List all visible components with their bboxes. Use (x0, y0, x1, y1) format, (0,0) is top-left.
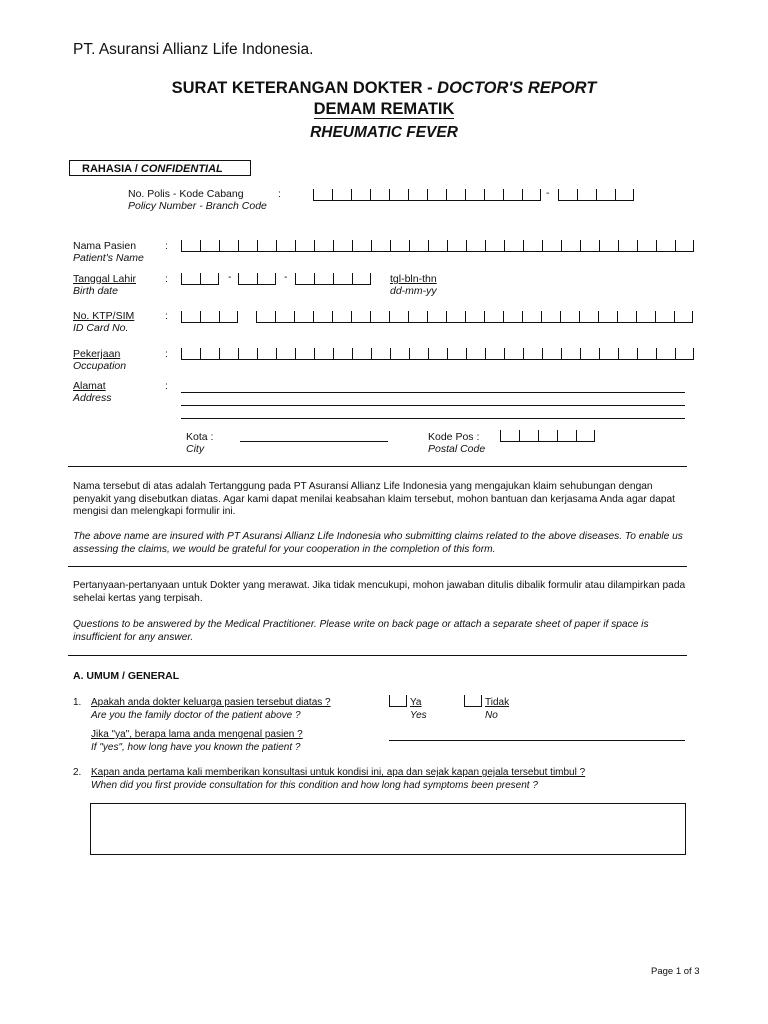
id-card-label-en: ID Card No. (73, 322, 129, 334)
page-number: Page 1 of 3 (651, 966, 700, 977)
occupation-label (73, 348, 126, 372)
id-card-label-id: No. KTP/SIM (73, 310, 135, 322)
section-a-title: A. UMUM / GENERAL (73, 670, 180, 682)
birth-dash-1: - (228, 271, 232, 283)
form-title-id: SURAT KETERANGAN DOKTER - (171, 79, 438, 97)
yes-checkbox[interactable] (389, 695, 407, 707)
branch-code-input[interactable] (558, 189, 634, 201)
occupation-label-en: Occupation (73, 360, 127, 372)
city-label-en: City (186, 443, 205, 455)
address-line-1[interactable] (181, 392, 685, 393)
patient-name-colon: : (165, 240, 168, 252)
q1-text (91, 697, 331, 722)
patient-name-label-en: Patient's Name (73, 252, 144, 264)
form-subtitle-en: RHEUMATIC FEVER (310, 124, 458, 141)
address-colon: : (165, 380, 168, 392)
policy-label (128, 188, 267, 212)
birth-date-label-en: Birth date (73, 285, 118, 297)
q1-text-id: Apakah anda dokter keluarga pasien tersebut diatas ? (91, 697, 331, 708)
no-label (485, 697, 509, 722)
confidential-label (69, 160, 251, 176)
yes-label (410, 697, 427, 722)
yes-label-id: Ya (410, 697, 422, 708)
form-title (0, 79, 768, 98)
divider-1 (68, 466, 687, 467)
address-label-id: Alamat (73, 380, 106, 392)
birth-dash-2: - (284, 271, 288, 283)
instructions-text-id: Pertanyaan-pertanyaan untuk Dokter yang merawat. Jika tidak mencukupi, mohon jawaban ditulis dibalik formulir atau dilampirkan pada sehelai kertas yang terpisah. (73, 580, 686, 604)
q1b-text (91, 729, 303, 754)
form-subtitle-id: DEMAM REMATIK (313, 100, 455, 118)
birth-date-colon: : (165, 273, 168, 285)
address-label-en: Address (73, 392, 112, 404)
date-format-id: tgl-bln-thn (390, 273, 437, 285)
postal-code-input[interactable] (500, 430, 595, 442)
q1b-text-en: If "yes", how long have you known the patient ? (91, 741, 301, 753)
birth-date-label (73, 273, 136, 297)
occupation-colon: : (165, 348, 168, 360)
birth-year-input[interactable] (295, 273, 371, 285)
policy-label-en: Policy Number - Branch Code (128, 200, 267, 212)
policy-number-input[interactable] (313, 189, 541, 201)
address-line-2[interactable] (181, 405, 685, 406)
no-label-en: No (485, 709, 498, 721)
address-label (73, 380, 112, 404)
no-checkbox[interactable] (464, 695, 482, 707)
form-title-en: DOCTOR'S REPORT (437, 79, 597, 97)
id-card-number-input[interactable] (256, 311, 693, 323)
no-label-id: Tidak (485, 697, 510, 708)
instructions-text-en: Questions to be answered by the Medical Practitioner. Please write on back page or attach a separate sheet of paper if space is insufficient for any answer. (73, 619, 649, 643)
q1-number: 1. (73, 697, 82, 708)
confidential-id: RAHASIA / (82, 163, 141, 175)
yes-label-en: Yes (410, 709, 427, 721)
q1b-answer-line[interactable] (389, 740, 685, 741)
divider-3 (68, 655, 687, 656)
city-label-id: Kota : (186, 431, 214, 443)
policy-label-id: No. Polis - Kode Cabang (128, 188, 244, 200)
q2-text-en: When did you first provide consultation for this condition and how long had symptoms been present ? (91, 779, 538, 791)
id-card-label (73, 310, 134, 334)
birth-date-label-id: Tanggal Lahir (73, 273, 137, 285)
policy-colon: : (278, 188, 281, 200)
q1-text-en: Are you the family doctor of the patient above ? (91, 709, 301, 721)
q1b-text-id: Jika "ya", berapa lama anda mengenal pasien ? (91, 729, 303, 740)
birth-month-input[interactable] (238, 273, 276, 285)
q2-number: 2. (73, 767, 82, 778)
id-card-colon: : (165, 310, 168, 322)
company-name: PT. Asuransi Allianz Life Indonesia. (73, 41, 314, 58)
date-format-hint (390, 273, 437, 297)
form-subtitle (0, 100, 768, 119)
date-format-en: dd-mm-yy (390, 285, 437, 297)
q2-text (91, 767, 585, 792)
city-input[interactable] (240, 441, 388, 442)
confidential-en: CONFIDENTIAL (140, 163, 223, 175)
patient-name-label (73, 240, 144, 264)
patient-name-label-id: Nama Pasien (73, 240, 137, 252)
id-card-prefix-input[interactable] (181, 311, 238, 323)
intro-text-en: The above name are insured with PT Asuransi Allianz Life Indonesia who submitting claims related to the above diseases. To enable us assessing the claims, we would be grateful for your cooperation in the completion of this form. (73, 531, 683, 555)
birth-day-input[interactable] (181, 273, 219, 285)
address-line-3[interactable] (181, 418, 685, 419)
postal-code-label (428, 431, 485, 455)
occupation-input[interactable] (181, 348, 694, 360)
q2-answer-box[interactable] (90, 803, 686, 855)
patient-name-input[interactable] (181, 240, 694, 252)
policy-dash: - (546, 187, 550, 199)
postal-code-label-id: Kode Pos : (428, 431, 480, 443)
postal-code-label-en: Postal Code (428, 443, 486, 455)
occupation-label-id: Pekerjaan (73, 348, 121, 360)
city-label (186, 431, 213, 455)
intro-text-id: Nama tersebut di atas adalah Tertanggung pada PT Asuransi Allianz Life Indonesia yang mengajukan klaim sehubungan dengan penyakit yang disebutkan diatas. Agar kami dapat menilai keabsahan klaim tersebut, mohon bantuan dan kerjasama Anda agar dapat mengisi dan melengkapi formulir ini. (73, 481, 676, 518)
q2-text-id: Kapan anda pertama kali memberikan konsultasi untuk kondisi ini, apa dan sejak kapan gejala tersebut timbul ? (91, 767, 586, 778)
divider-2 (68, 566, 687, 567)
